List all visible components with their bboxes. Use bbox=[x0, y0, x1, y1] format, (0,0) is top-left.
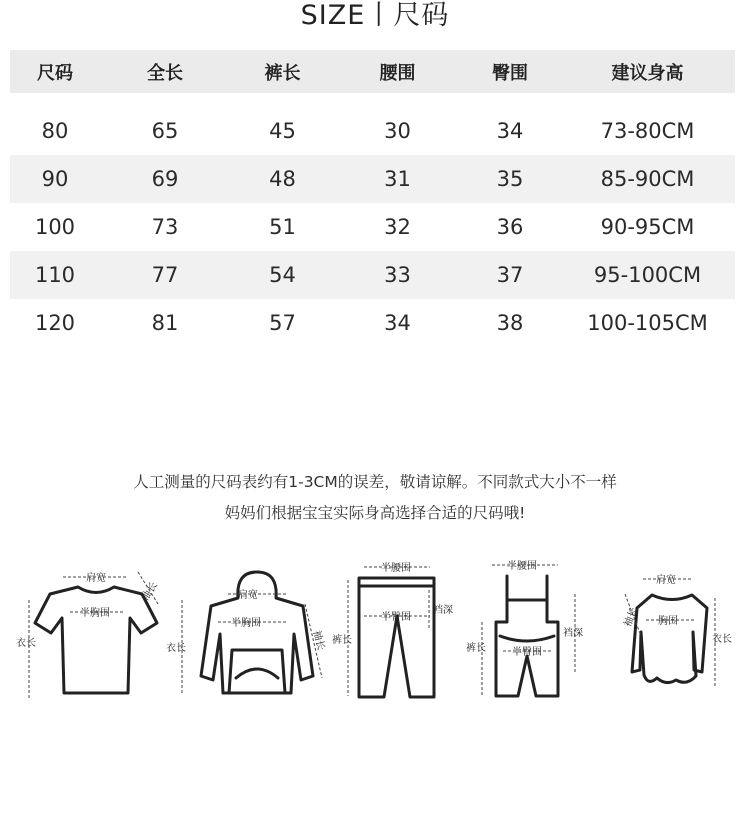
hoodie-chest-label: 半胸围 bbox=[231, 618, 261, 629]
table-cell: 51 bbox=[269, 215, 296, 239]
header-full-length: 全长 bbox=[100, 50, 230, 93]
table-cell: 100 bbox=[34, 215, 76, 239]
pants-rise-label: 裆深 bbox=[433, 605, 453, 616]
table-cell: 77 bbox=[100, 251, 230, 299]
table-cell: 30 bbox=[384, 119, 411, 143]
header-pants-length: 裤长 bbox=[230, 50, 335, 93]
measurement-diagrams bbox=[0, 550, 750, 720]
table-cell: 34 bbox=[496, 119, 524, 143]
table-cell: 120 bbox=[34, 311, 76, 335]
table-cell: 35 bbox=[460, 155, 560, 203]
overalls-length-label: 裤长 bbox=[466, 643, 486, 654]
table-cell: 37 bbox=[460, 251, 560, 299]
size-table bbox=[10, 50, 735, 347]
table-cell: 38 bbox=[496, 311, 524, 335]
table-cell: 80 bbox=[41, 119, 69, 143]
hoodie-length-label: 衣长 bbox=[166, 643, 186, 654]
measurement-note: 人工测量的尺码表约有1-3CM的误差，敬请谅解。不同款式大小不一样 bbox=[133, 473, 617, 491]
table-row bbox=[10, 299, 735, 347]
overalls-waist-label: 半腰围 bbox=[507, 561, 537, 572]
table-row bbox=[10, 155, 735, 203]
table-cell: 36 bbox=[496, 215, 524, 239]
table-cell: 95-100CM bbox=[560, 251, 735, 299]
table-cell: 85-90CM bbox=[560, 155, 735, 203]
table-row bbox=[10, 251, 735, 299]
table-row bbox=[10, 107, 735, 155]
table-cell: 57 bbox=[269, 311, 296, 335]
table-cell: 65 bbox=[151, 119, 179, 143]
hoodie-shoulder-label: 肩宽 bbox=[238, 590, 258, 601]
size-advice-note: 妈妈们根据宝宝实际身高选择合适的尺码哦! bbox=[224, 504, 526, 522]
table-cell: 90-95CM bbox=[600, 215, 695, 239]
table-cell: 110 bbox=[10, 251, 100, 299]
header-hip: 臀围 bbox=[460, 50, 560, 93]
tshirt-shoulder-label: 肩宽 bbox=[86, 573, 106, 584]
table-cell: 32 bbox=[384, 215, 411, 239]
table-cell: 34 bbox=[384, 311, 411, 335]
overalls-hip-label: 半臀围 bbox=[512, 647, 542, 658]
table-cell: 33 bbox=[335, 251, 460, 299]
table-cell: 73-80CM bbox=[600, 119, 695, 143]
pants-waist-label: 半腰围 bbox=[381, 563, 411, 574]
pants-length-label: 裤长 bbox=[332, 635, 352, 646]
overalls-rise-label: 裆深 bbox=[563, 628, 583, 639]
header-waist: 腰围 bbox=[335, 50, 460, 93]
tshirt-length-label: 衣长 bbox=[16, 638, 36, 649]
table-cell: 31 bbox=[335, 155, 460, 203]
table-cell: 54 bbox=[230, 251, 335, 299]
header-suggested-height: 建议身高 bbox=[560, 50, 735, 93]
table-cell: 45 bbox=[269, 119, 296, 143]
dress-chest-label: 胸围 bbox=[658, 616, 678, 627]
table-cell: 81 bbox=[151, 311, 179, 335]
tshirt-chest-label: 半胸围 bbox=[80, 608, 110, 619]
table-cell: 48 bbox=[230, 155, 335, 203]
pants-icon bbox=[359, 578, 434, 697]
overalls-icon bbox=[496, 576, 558, 696]
table-header-row bbox=[10, 50, 735, 93]
dress-icon bbox=[632, 595, 707, 683]
table-cell: 90 bbox=[10, 155, 100, 203]
hoodie-sleeve-label: 袖长 bbox=[310, 629, 327, 652]
header-size: 尺码 bbox=[10, 50, 100, 93]
page-title: SIZE丨尺码 bbox=[300, 0, 450, 31]
table-cell: 73 bbox=[151, 215, 179, 239]
table-cell: 100-105CM bbox=[587, 311, 708, 335]
table-cell: 69 bbox=[100, 155, 230, 203]
tshirt-icon bbox=[35, 587, 157, 693]
dress-length-label: 衣长 bbox=[712, 634, 732, 645]
dress-sleeve-label: 袖长 bbox=[622, 605, 641, 629]
table-row bbox=[10, 203, 735, 251]
tshirt-sleeve-label: 袖长 bbox=[140, 580, 160, 604]
pants-hip-label: 半臀围 bbox=[381, 612, 411, 623]
dress-shoulder-label: 肩宽 bbox=[656, 575, 676, 586]
